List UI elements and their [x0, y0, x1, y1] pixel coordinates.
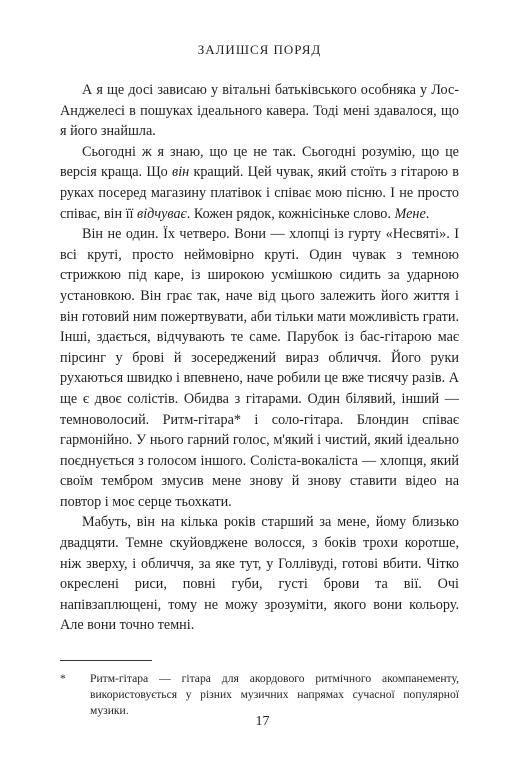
- paragraph-2-text-3: . Кожен рядок, кожнісіньке слово.: [186, 205, 395, 222]
- paragraph-1: [60, 80, 459, 142]
- paragraph-2: [60, 142, 459, 224]
- paragraph-1-text: А я ще досі зависаю у вітальні батьківського особняка у Лос-Анджелесі в пошуках ідеального кавера. Тоді мені здавалося, що я його знайшла.: [60, 82, 459, 140]
- body-text: [60, 80, 459, 636]
- footnote-divider: [60, 660, 152, 661]
- paragraph-2-emphasis-vin: він: [172, 164, 190, 181]
- paragraph-3: [60, 224, 459, 512]
- footnote: [60, 671, 459, 719]
- paragraph-2-text-1: Сьогодні ж я знаю, що це не так. Сьогодні розумію, що це версія краща. Що: [60, 143, 459, 181]
- paragraph-3-text: Він не один. Їх четверо. Вони — хлопці із гурту «Несвяті». І всі круті, просто неймовірно круті. Один чувак з темною стрижкою під каре, із широкою усмішкою сидить за ударною установкою. Він грає так, наче від цього залежить його життя і він готовий ним пожертвувати, аби тільки мати можливість грати. Інші, здається, відчувають те саме. Парубок із бас-гітарою має пірсинг у брові й зосереджений вираз обличчя. Його руки рухаються швидко і впевнено, наче робили це вже тисячу разів. А ще є двоє солістів. Обидва з гітарами. Один білявий, інший — темноволосий. Ритм-гітара* і соло-гітара. Блондин співає гармонійно. У нього гарний голос, м'який і чистий, який ідеально поєднується з голосом іншого. Соліста-вокаліста — хлопця, який своїм тембром змусив мене знову й знову ставити відео на повтор і моє серце тьохкати.: [60, 226, 459, 510]
- paragraph-2-text-2: кращий. Цей чувак, який стоїть з гітарою в руках посеред магазину платівок і співає мою пісню. І не просто співає, він її: [60, 164, 459, 222]
- footnote-text: Ритм-гітара — гітара для акордового ритмічного акомпанементу, використовується у різних музичних напрямах сучасної популярної музики.: [90, 672, 459, 718]
- paragraph-4: [60, 512, 459, 636]
- running-head: ЗАЛИШСЯ ПОРЯД: [197, 42, 322, 57]
- paragraph-2-text-4: .: [425, 205, 430, 222]
- page-number: 17: [255, 714, 270, 729]
- paragraph-4-text: Мабуть, він на кілька років старший за мене, йому близько двадцяти. Темне скуйовджене волосся, з боків трохи коротше, ніж зверху, і обличчя, за яке тут, у Голлівуді, готові вбити. Чітко окреслені риси, повні губи, густі брови та вії. Очі напівзаплющені, тому не можу зрозуміти, якого вони кольору. Але вони точно темні.: [60, 514, 459, 634]
- paragraph-2-emphasis-vidchuvaye: відчуває: [137, 205, 187, 222]
- footnote-mark: *: [60, 672, 66, 686]
- paragraph-2-emphasis-mene: Мене: [394, 205, 426, 222]
